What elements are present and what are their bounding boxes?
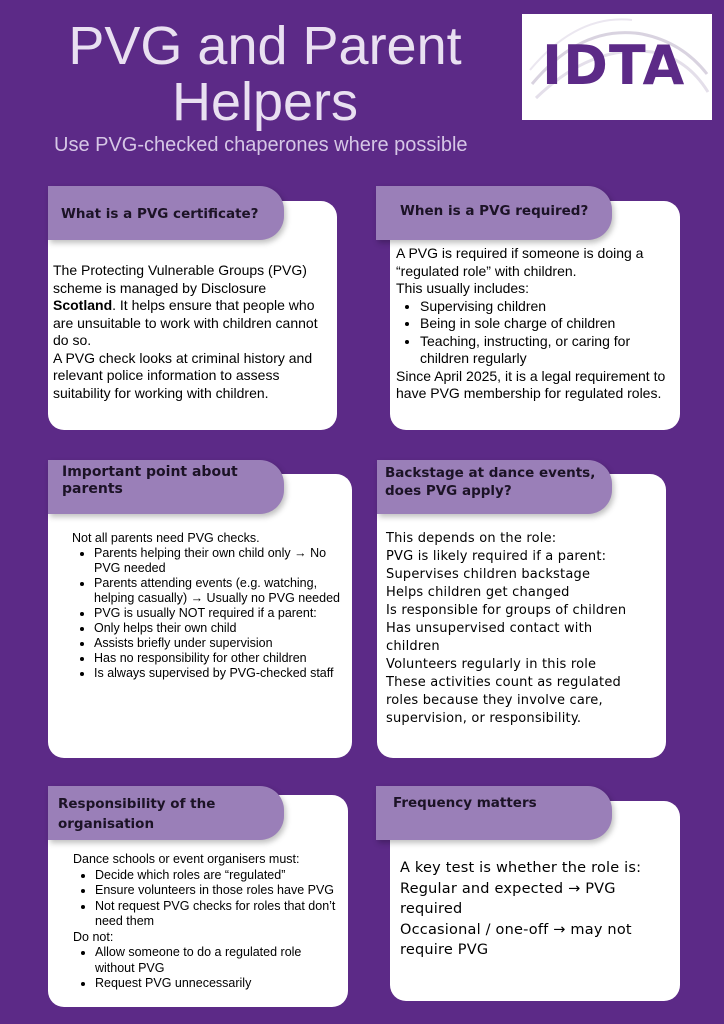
backstage-body [386,530,634,728]
parents-intro: Not all parents need PVG checks. [72,531,260,545]
list-item: • Supervising children [420,298,666,316]
what-is-pvg-heading [48,186,284,240]
backstage-line: Volunteers regularly in this role [386,657,597,672]
page-title: PVG and Parent Helpers [68,16,462,132]
organisation-body [73,852,343,992]
scotland-bold-text: Scotland [53,297,113,313]
frequency-line: A key test is whether the role is: [400,860,642,876]
list-item: • Teaching, instructing, or caring for children regularly [420,333,666,368]
organisation-donot-label: Do not: [73,929,114,944]
frequency-body [400,858,650,961]
list-item: • Has no responsibility for other children [94,651,340,666]
backstage-line: These activities count as regulated roles because they involve care, supervision, or responsibility. [386,675,621,726]
organisation-must-list [73,868,343,930]
list-item: • Allow someone to do a regulated role without PVG [95,945,343,976]
when-required-includes: This usually includes: [396,280,530,296]
idta-logo [522,14,712,120]
list-item: • Being in sole charge of children [420,315,666,333]
when-required-closing: Since April 2025, it is a legal requirement to have PVG membership for regulated roles. [396,367,666,401]
backstage-line: Is responsible for groups of children [386,603,627,618]
list-item: • Assists briefly under supervision [94,636,340,651]
when-required-body [396,245,666,403]
what-is-pvg-heading-text: What is a PVG certificate? [61,206,259,222]
when-required-intro: A PVG is required if someone is doing a “regulated role” with children. [396,245,644,279]
when-required-heading [376,186,612,240]
frequency-line: Occasional / one-off → may not require PVG [400,921,632,958]
list-item: • Parents helping their own child only → No PVG needed [94,546,340,576]
parents-heading-text: Important point about parents [62,464,238,497]
organisation-intro: Dance schools or event organisers must: [73,852,300,866]
frequency-heading [376,786,612,840]
backstage-line: Has unsupervised contact with children [386,621,593,654]
when-required-heading-text: When is a PVG required? [400,203,589,219]
list-item: • Ensure volunteers in those roles have PVG [95,883,343,899]
list-item: • Parents attending events (e.g. watching, helping casually) → Usually no PVG needed [94,576,340,606]
backstage-line: This depends on the role: [386,531,557,546]
backstage-heading [377,460,612,514]
parents-list [72,546,340,681]
page-subtitle: Use PVG-checked chaperones where possible [54,134,468,156]
backstage-heading-text: Backstage at dance events, does PVG apply? [385,465,596,499]
when-required-list [396,298,666,368]
backstage-line: Helps children get changed [386,585,570,600]
backstage-line: PVG is likely required if a parent: [386,549,607,564]
list-item: • PVG is usually NOT required if a parent: [94,606,340,621]
list-item: • Decide which roles are “regulated” [95,868,343,884]
what-is-pvg-paragraph-2: A PVG check looks at criminal history and relevant police information to assess suitability for working with children. [53,349,313,401]
organisation-donot-list [73,945,343,992]
list-item: • Not request PVG checks for roles that don’t need them [95,899,343,930]
organisation-heading-text: Responsibility of the organisation [58,796,216,832]
list-item: • Is always supervised by PVG-checked staff [94,666,340,681]
what-is-pvg-paragraph-1: The Protecting Vulnerable Groups (PVG) scheme is managed by Disclosure Scotland. It helps ensure that people who are unsuitable to work with children cannot do so. [53,262,318,348]
list-item: • Only helps their own child [94,621,340,636]
list-item: • Request PVG unnecessarily [95,976,343,992]
backstage-line: Supervises children backstage [386,567,591,582]
what-is-pvg-body [53,262,333,402]
parents-body [72,531,340,681]
frequency-line: Regular and expected → PVG required [400,880,616,917]
frequency-heading-text: Frequency matters [393,795,537,811]
logo-text: IDTA [542,34,686,97]
organisation-heading [48,786,284,840]
parents-heading [48,460,284,514]
